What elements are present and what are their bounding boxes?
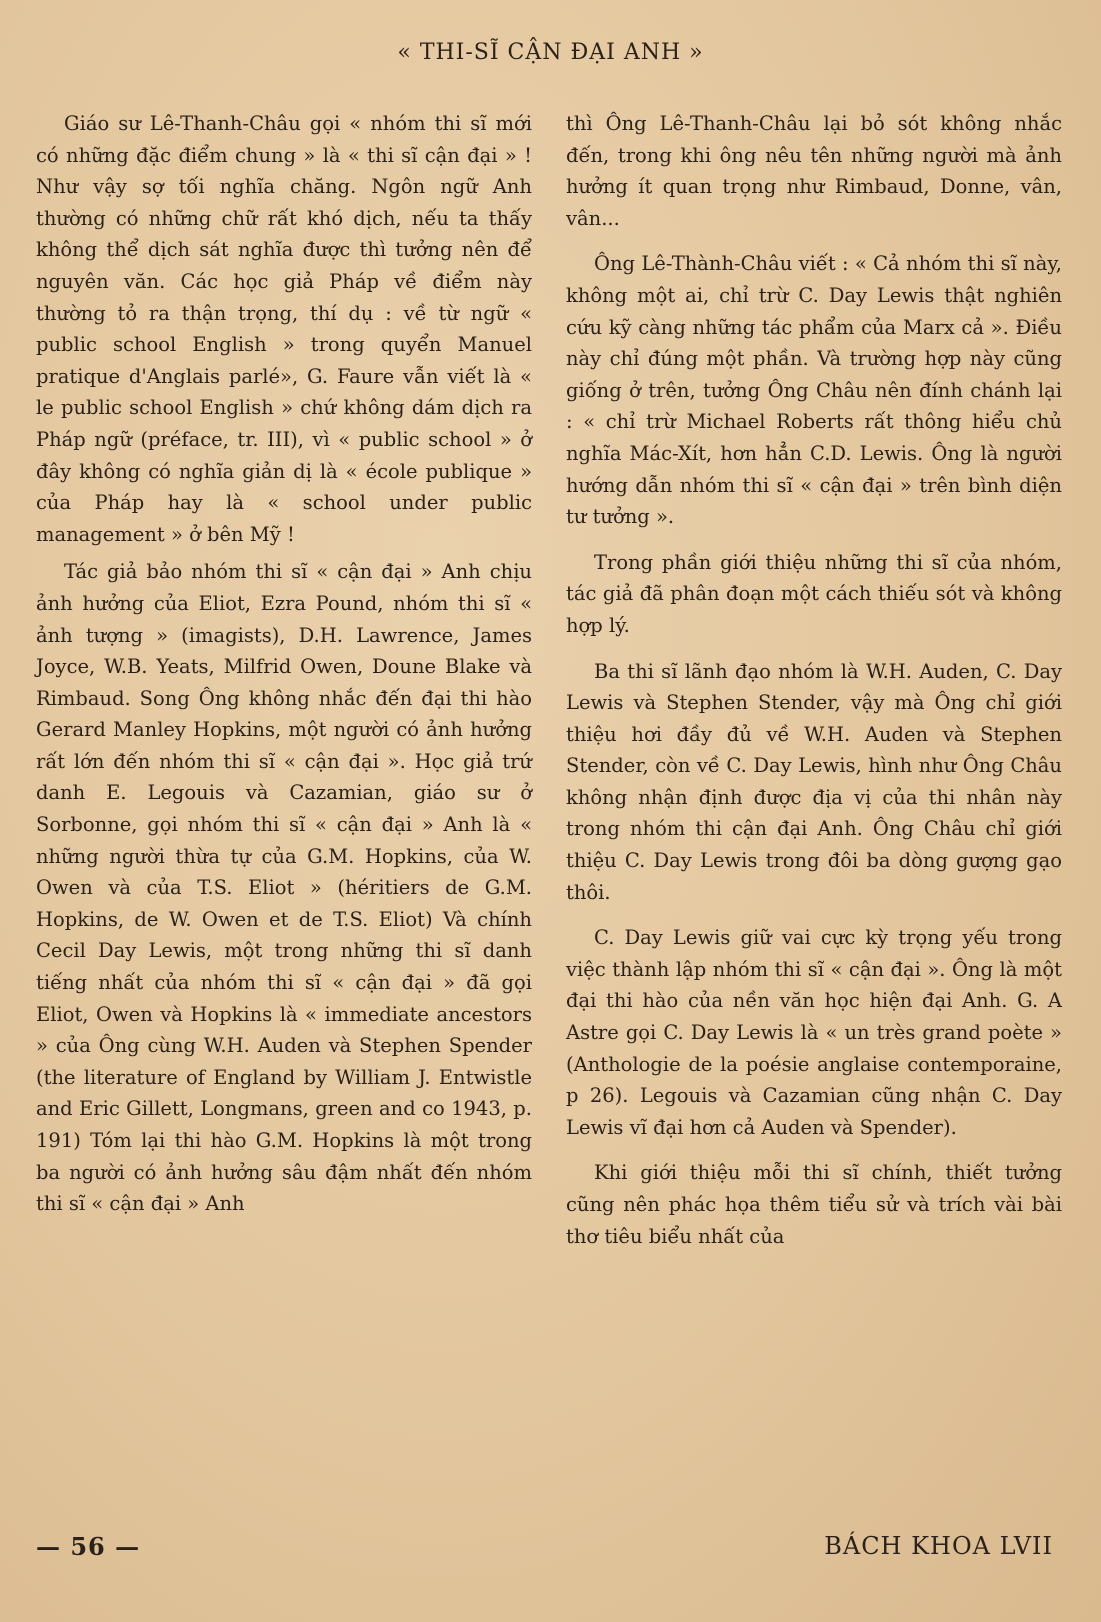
paragraph: Giáo sư Lê-Thanh-Châu gọi « nhóm thi sĩ mới có những đặc điểm chung » là « thi sĩ cận đại » ! Như vậy sợ tối nghĩa chăng. Ngôn ngữ Anh thường có những chữ rất khó dịch, nếu ta thấy không thể dịch sát nghĩa được thì tưởng nên để nguyên văn. Các học giả Pháp về điểm này thường tỏ ra thận trọng, thí dụ : về từ ngữ « public school English » trong quyển Manuel pratique d'Anglais parlé», G. Faure vẫn viết là « le public school English » chứ không dám dịch ra Pháp ngữ (préface, tr. III), vì « public school » ở đây không có nghĩa giản dị là « école publique » của Pháp hay là « school under public management » ở bên Mỹ ! — [36, 112, 532, 546]
paragraph: Trong phần giới thiệu những thi sĩ của nhóm, tác giả đã phân đoạn một cách thiếu sót và không hợp lý. — [566, 550, 1062, 637]
page-number: — 56 — — [36, 1532, 141, 1561]
right-column — [566, 108, 1062, 1252]
paragraph: Khi giới thiệu mỗi thi sĩ chính, thiết tưởng cũng nên phác họa thêm tiểu sử và trích vài bài thơ tiêu biểu nhất của — [566, 1161, 1062, 1248]
paragraph-continuation: thì Ông Lê-Thanh-Châu lại bỏ sót không nhắc đến, trong khi ông nêu tên những người mà ảnh hưởng ít quan trọng như Rimbaud, Donne, vân, vân... — [566, 112, 1062, 230]
paragraph: Ba thi sĩ lãnh đạo nhóm là W.H. Auden, C. Day Lewis và Stephen Stender, vậy mà Ông chỉ giới thiệu hơi đầy đủ về W.H. Auden và Stephen Stender, còn về C. Day Lewis, hình như Ông Châu không nhận định được địa vị của thi nhân này trong nhóm thi cận đại Anh. Ông Châu chỉ giới thiệu C. Day Lewis trong đôi ba dòng gượng gạo thôi. — [566, 659, 1062, 904]
left-column — [36, 108, 532, 1220]
publication-name: BÁCH KHOA LVII — [824, 1532, 1053, 1560]
paragraph: Tác giả bảo nhóm thi sĩ « cận đại » Anh chịu ảnh hưởng của Eliot, Ezra Pound, nhóm thi sĩ « ảnh tượng » (imagists), D.H. Lawrence, James Joyce, W.B. Yeats, Milfrid Owen, Doune Blake và Rimbaud. Song Ông không nhắc đến đại thi hào Gerard Manley Hopkins, một người có ảnh hưởng rất lớn đến nhóm thi sĩ « cận đại ». Học giả trứ danh E. Legouis và Cazamian, giáo sư ở Sorbonne, gọi nhóm thi sĩ « cận đại » Anh là « những người thừa tự của G.M. Hopkins, của W. Owen và của T.S. Eliot » (héritiers de G.M. Hopkins, de W. Owen et de T.S. Eliot) Và chính Cecil Day Lewis, một trong những thi sĩ danh tiếng nhất của nhóm thi sĩ « cận đại » đã gọi Eliot, Owen và Hopkins là « immediate ancestors » của Ông cùng W.H. Auden và Stephen Spender (the literature of England by William J. Entwistle and Eric Gillett, Longmans, green and co 1943, p. 191) Tóm lại thi hào G.M. Hopkins là một trong ba người có ảnh hưởng sâu đậm nhất đến nhóm thi sĩ « cận đại » Anh — [36, 560, 532, 1216]
paragraph: C. Day Lewis giữ vai cực kỳ trọng yếu trong việc thành lập nhóm thi sĩ « cận đại ». Ông là một đại thi hào của nền văn học hiện đại Anh. G. A Astre gọi C. Day Lewis là « un très grand poète » (Anthologie de la poésie anglaise contemporaine, p 26). Legouis và Cazamian cũng nhận C. Day Lewis vĩ đại hơn cả Auden và Spender). — [566, 926, 1062, 1139]
running-title: « THI-SĨ CẬN ĐẠI ANH » — [397, 40, 704, 65]
paragraph: Ông Lê-Thành-Châu viết : « Cả nhóm thi sĩ này, không một ai, chỉ trừ C. Day Lewis thật nghiên cứu kỹ càng những tác phẩm của Marx cả ». Điều này chỉ đúng một phần. Và trường hợp này cũng giống ở trên, tưởng Ông Châu nên đính chánh lại : « chỉ trừ Michael Roberts rất thông hiểu chủ nghĩa Mác-Xít, hơn hẳn C.D. Lewis. Ông là người hướng dẫn nhóm thi sĩ « cận đại » trên bình diện tư tưởng ». — [566, 252, 1062, 529]
